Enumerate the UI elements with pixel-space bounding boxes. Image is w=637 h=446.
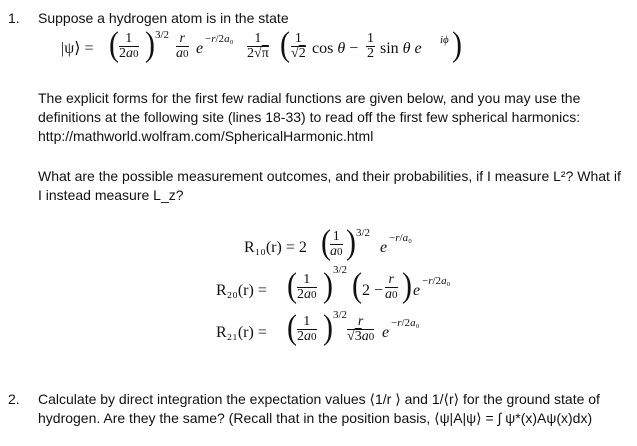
measurement-question: What are the possible measurement outcomes, and their probabilities, if I measure L²? What if I instead measure L_z?	[38, 168, 621, 203]
cos-theta: cos θ −	[312, 40, 359, 57]
r10-lhs: R₁₀(r) = 2	[244, 239, 307, 256]
r20-close-paren-2: )	[402, 266, 412, 305]
r20-open-paren-2: (	[352, 266, 362, 305]
exponent-3-2: 3/2	[155, 29, 170, 41]
one-over-2sqrtpi: $\frac{1}{2√\pi}$	[247, 31, 269, 61]
r20-lhs: R₂₀(r) =	[216, 282, 267, 299]
r20-exp-power: −r/2a₀	[422, 275, 451, 287]
r20-open-paren: (	[287, 266, 297, 305]
r20-fraction: $\frac{1}{2a0}$	[297, 272, 317, 302]
exponential-e: e	[196, 40, 204, 57]
r21-exponent: 3/2	[333, 309, 348, 321]
one-over-sqrt2: $\frac{1}{√2}$	[291, 31, 306, 61]
exponent-i-phi: iϕ	[440, 34, 449, 46]
close-paren: )	[145, 25, 155, 64]
r20-close-paren: )	[323, 266, 333, 305]
r21-exp: e	[382, 324, 390, 341]
r10-fraction: $\frac{1}{a0}$	[330, 229, 343, 259]
r21-close-paren: )	[323, 308, 333, 347]
r21-r-over-sqrt3a0: $\frac{r}{√3a0}$	[347, 314, 375, 344]
state-lhs: |ψ⟩ =	[61, 40, 94, 57]
r10-close-paren: )	[346, 223, 356, 262]
r21-lhs: R₂₁(r) =	[216, 324, 267, 341]
close-paren-2: )	[452, 25, 462, 64]
r21-fraction: $\frac{1}{2a0}$	[297, 314, 317, 344]
r10-exp-power: −r/a₀	[389, 232, 412, 244]
r20-r-over-a0: $\frac{r}{a0}$	[385, 272, 398, 302]
r20-two-minus: 2 −	[362, 282, 384, 299]
sin-theta-e: sin θ e	[380, 40, 422, 57]
one-half: $\frac{1}{2}$	[367, 31, 374, 61]
r10-exponent: 3/2	[356, 227, 371, 239]
r10-open-paren: (	[321, 223, 331, 262]
spherical-harmonic-url[interactable]: http://mathworld.wolfram.com/SphericalHarmonic.html	[38, 128, 374, 144]
open-paren-2: (	[280, 25, 290, 64]
r10-exp: e	[380, 239, 388, 256]
open-paren: (	[109, 25, 119, 64]
r21-open-paren: (	[287, 308, 297, 347]
r-over-a0-fraction: $\frac{r}{a0}$	[176, 31, 189, 61]
radial-functions-paragraph: The explicit forms for the first few radial functions are given below, and you may use the definitions at the following site (lines 18-33) to read off the first few spherical harmonics:	[38, 90, 581, 125]
r20-exponent: 3/2	[333, 264, 348, 276]
r21-exp-power: −r/2a₀	[391, 317, 420, 329]
problem-number-1: 1.	[8, 10, 20, 26]
prefactor-fraction: $\frac{1}{2a0}$	[119, 31, 139, 61]
exponent-r-over-2a0: −r/2a₀	[205, 33, 234, 45]
problem-1-intro: Suppose a hydrogen atom is in the state	[38, 10, 289, 26]
problem-2-text: Calculate by direct integration the expectation values ⟨1/r ⟩ and 1/⟨r⟩ for the ground state of hydrogen. Are they the same? (Recall that in the position basis, ⟨ψ|A|ψ⟩ = ∫ ψ*(x)Aψ(x)dx)	[38, 391, 600, 426]
r20-exp: e	[413, 282, 421, 299]
problem-number-2: 2.	[8, 391, 20, 407]
